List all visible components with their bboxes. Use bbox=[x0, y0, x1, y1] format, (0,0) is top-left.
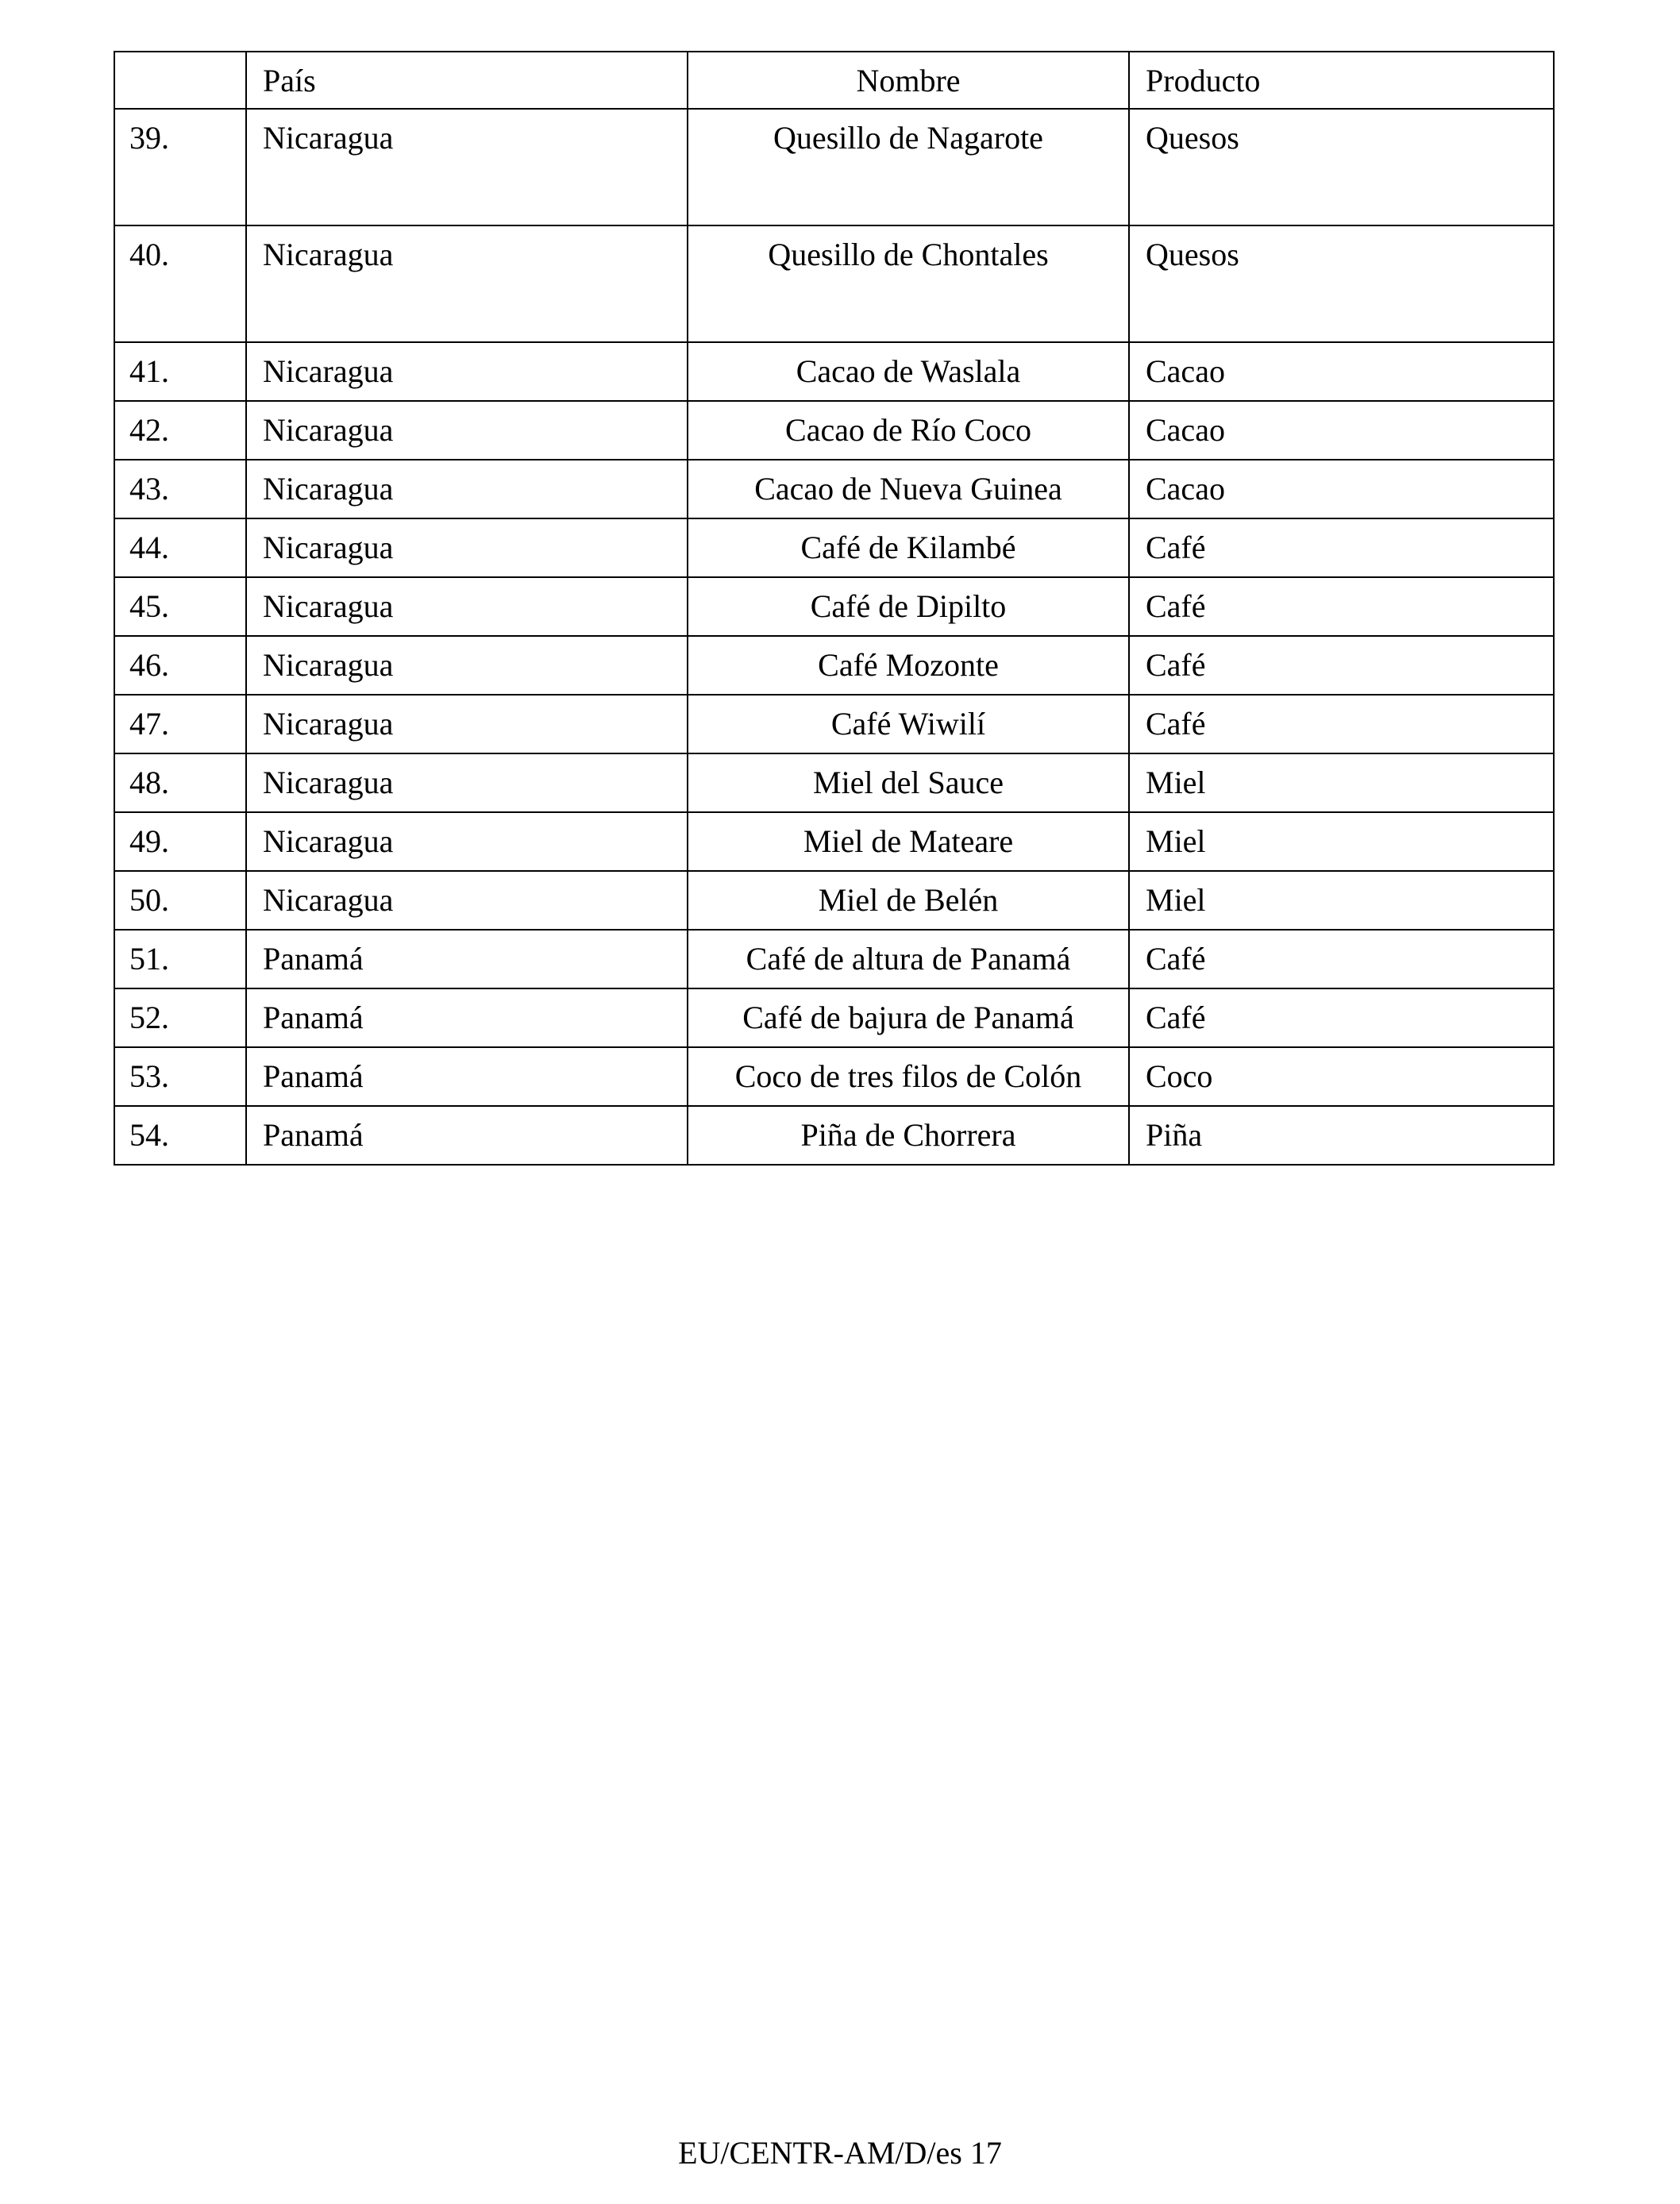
row-number: 39. bbox=[114, 109, 246, 225]
row-number: 48. bbox=[114, 753, 246, 812]
table-row bbox=[114, 460, 1554, 518]
row-name: Cacao de Río Coco bbox=[688, 401, 1129, 460]
row-name: Miel de Mateare bbox=[688, 812, 1129, 871]
row-country: Panamá bbox=[246, 1106, 688, 1165]
row-name: Quesillo de Nagarote bbox=[688, 109, 1129, 225]
row-number: 50. bbox=[114, 871, 246, 930]
row-number: 45. bbox=[114, 577, 246, 636]
row-product: Café bbox=[1129, 988, 1554, 1047]
table-row bbox=[114, 225, 1554, 342]
row-name: Café de altura de Panamá bbox=[688, 930, 1129, 988]
row-number: 44. bbox=[114, 518, 246, 577]
row-product: Café bbox=[1129, 695, 1554, 753]
row-country: Nicaragua bbox=[246, 225, 688, 342]
row-country: Nicaragua bbox=[246, 577, 688, 636]
row-product: Miel bbox=[1129, 871, 1554, 930]
row-product: Cacao bbox=[1129, 342, 1554, 401]
table-row bbox=[114, 871, 1554, 930]
header-name: Nombre bbox=[688, 52, 1129, 109]
row-name: Café de Kilambé bbox=[688, 518, 1129, 577]
row-product: Miel bbox=[1129, 812, 1554, 871]
header-product: Producto bbox=[1129, 52, 1554, 109]
row-product: Piña bbox=[1129, 1106, 1554, 1165]
table-row bbox=[114, 695, 1554, 753]
row-number: 53. bbox=[114, 1047, 246, 1106]
row-country: Nicaragua bbox=[246, 695, 688, 753]
table-row bbox=[114, 812, 1554, 871]
row-number: 40. bbox=[114, 225, 246, 342]
row-country: Panamá bbox=[246, 930, 688, 988]
row-name: Miel del Sauce bbox=[688, 753, 1129, 812]
table-row bbox=[114, 577, 1554, 636]
page-footer-reference: EU/CENTR-AM/D/es 17 bbox=[678, 2135, 1002, 2171]
row-product: Coco bbox=[1129, 1047, 1554, 1106]
row-product: Miel bbox=[1129, 753, 1554, 812]
row-product: Cacao bbox=[1129, 460, 1554, 518]
row-name: Coco de tres filos de Colón bbox=[688, 1047, 1129, 1106]
row-number: 54. bbox=[114, 1106, 246, 1165]
row-product: Café bbox=[1129, 518, 1554, 577]
table-header-row bbox=[114, 52, 1554, 109]
table-row bbox=[114, 753, 1554, 812]
table-row bbox=[114, 109, 1554, 225]
row-product: Quesos bbox=[1129, 225, 1554, 342]
row-number: 52. bbox=[114, 988, 246, 1047]
row-number: 46. bbox=[114, 636, 246, 695]
row-name: Cacao de Nueva Guinea bbox=[688, 460, 1129, 518]
row-country: Nicaragua bbox=[246, 342, 688, 401]
row-name: Miel de Belén bbox=[688, 871, 1129, 930]
row-country: Nicaragua bbox=[246, 460, 688, 518]
row-country: Nicaragua bbox=[246, 401, 688, 460]
row-number: 51. bbox=[114, 930, 246, 988]
header-country: País bbox=[246, 52, 688, 109]
row-name: Piña de Chorrera bbox=[688, 1106, 1129, 1165]
row-number: 49. bbox=[114, 812, 246, 871]
table-row bbox=[114, 518, 1554, 577]
row-product: Café bbox=[1129, 577, 1554, 636]
table-row bbox=[114, 930, 1554, 988]
header-number bbox=[114, 52, 246, 109]
row-product: Cacao bbox=[1129, 401, 1554, 460]
row-product: Café bbox=[1129, 636, 1554, 695]
row-number: 41. bbox=[114, 342, 246, 401]
table-row bbox=[114, 401, 1554, 460]
row-name: Café Mozonte bbox=[688, 636, 1129, 695]
row-name: Café Wiwilí bbox=[688, 695, 1129, 753]
table-row bbox=[114, 342, 1554, 401]
table-row bbox=[114, 1047, 1554, 1106]
geographical-indications-table bbox=[114, 51, 1555, 1166]
row-number: 43. bbox=[114, 460, 246, 518]
row-name: Cacao de Waslala bbox=[688, 342, 1129, 401]
table-row bbox=[114, 988, 1554, 1047]
row-name: Café de bajura de Panamá bbox=[688, 988, 1129, 1047]
row-country: Nicaragua bbox=[246, 753, 688, 812]
row-number: 42. bbox=[114, 401, 246, 460]
table-row bbox=[114, 1106, 1554, 1165]
row-name: Quesillo de Chontales bbox=[688, 225, 1129, 342]
row-country: Nicaragua bbox=[246, 871, 688, 930]
row-country: Nicaragua bbox=[246, 518, 688, 577]
row-country: Nicaragua bbox=[246, 812, 688, 871]
table-row bbox=[114, 636, 1554, 695]
row-name: Café de Dipilto bbox=[688, 577, 1129, 636]
row-country: Nicaragua bbox=[246, 109, 688, 225]
row-product: Café bbox=[1129, 930, 1554, 988]
row-product: Quesos bbox=[1129, 109, 1554, 225]
row-country: Panamá bbox=[246, 988, 688, 1047]
row-country: Panamá bbox=[246, 1047, 688, 1106]
row-number: 47. bbox=[114, 695, 246, 753]
row-country: Nicaragua bbox=[246, 636, 688, 695]
